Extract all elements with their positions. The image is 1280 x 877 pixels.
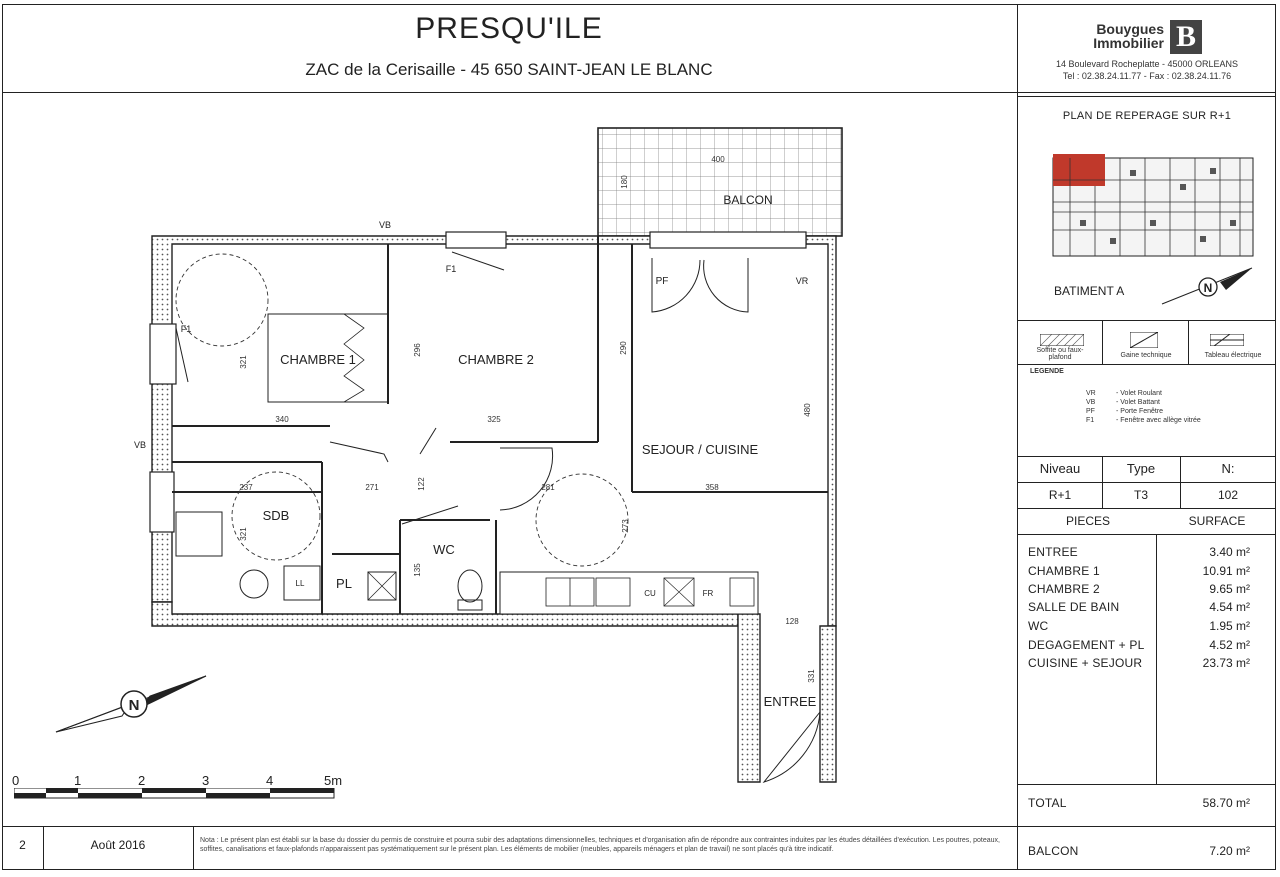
abbrev-code: VB <box>1086 399 1096 406</box>
legend-symbol-3: Tableau électrique <box>1204 352 1262 359</box>
floor-plan <box>0 92 1016 826</box>
abbrev-code: PF <box>1086 408 1095 415</box>
surface-name: CHAMBRE 2 <box>1028 582 1100 596</box>
label-cu: CU <box>644 589 656 598</box>
abbrev-code: VR <box>1086 390 1096 397</box>
legend-sep-1 <box>1102 320 1103 364</box>
dim-deg-h: 122 <box>417 477 426 491</box>
logo-line1: Bouygues <box>1096 21 1164 37</box>
total-label: TOTAL <box>1028 796 1067 810</box>
scale-bar <box>14 788 344 800</box>
surface-value: 10.91 m² <box>1202 564 1250 578</box>
balcon-value: 7.20 m² <box>1209 844 1250 858</box>
tableau-electrique-icon <box>1210 334 1244 346</box>
balcon-area <box>598 128 842 236</box>
wall-entry-right <box>820 626 836 782</box>
legend-abbrev <box>1086 408 1201 417</box>
label-vr: VR <box>795 276 809 286</box>
surface-name: ENTREE <box>1028 545 1078 559</box>
dim-kit-h: 273 <box>621 519 630 533</box>
dim-ent-w: 128 <box>785 617 799 626</box>
dim-sej-w: 358 <box>705 483 719 492</box>
label-pf: PF <box>655 276 669 287</box>
dim-sdb-h: 321 <box>239 527 248 541</box>
abbrev-code: F1 <box>1086 417 1095 424</box>
info-table-top <box>1018 456 1276 457</box>
footer-date: Août 2016 <box>90 838 146 852</box>
surface-name: CUISINE + SEJOUR <box>1028 656 1143 670</box>
dim-ch2-h: 296 <box>413 343 422 357</box>
surface-value: 4.54 m² <box>1209 600 1250 614</box>
toilet-icon <box>458 570 482 602</box>
scale-label: 4 <box>266 773 274 788</box>
label-fr: FR <box>702 589 714 598</box>
abbrev-text: - Volet Roulant <box>1116 390 1162 397</box>
dim-balcon-h: 180 <box>620 175 629 189</box>
label-f1-top: F1 <box>445 264 457 274</box>
scale-label: 5m <box>324 773 343 788</box>
dim-ch2-w: 325 <box>487 415 501 424</box>
locator-north-icon <box>1160 262 1256 310</box>
info-table-mid <box>1018 482 1276 483</box>
surface-name: CHAMBRE 1 <box>1028 564 1100 578</box>
surface-value: 4.52 m² <box>1209 638 1250 652</box>
window-pf <box>650 232 806 248</box>
surface-name: WC <box>1028 619 1049 633</box>
dim-ch1-h: 321 <box>239 355 248 369</box>
logo-address <box>1018 58 1276 82</box>
legend-abbrev <box>1086 417 1201 426</box>
room-entree: ENTREE <box>763 694 817 709</box>
label-f1-left: F1 <box>180 324 192 334</box>
page-subtitle: ZAC de la Cerisaille - 45 650 SAINT-JEAN LE BLANC <box>305 60 713 79</box>
total-value: 58.70 m² <box>1202 796 1250 810</box>
scale-label: 1 <box>74 773 82 788</box>
dim-sej-h2: 480 <box>803 403 812 417</box>
bathtub-icon <box>176 512 222 556</box>
surfaces-header-surface: SURFACE <box>1188 514 1246 528</box>
abbrev-text: - Fenêtre avec allège vitrée <box>1116 417 1201 424</box>
info-header-number: N: <box>1221 461 1235 476</box>
total-line-top <box>1018 784 1276 785</box>
surfaces-header-pieces: PIECES <box>1065 514 1110 528</box>
surface-name: SALLE DE BAIN <box>1028 600 1120 614</box>
label-ll: LL <box>295 579 305 588</box>
dim-ch1-w: 340 <box>275 415 289 424</box>
legend-abbrev <box>1086 390 1201 399</box>
abbrev-text: - Volet Battant <box>1116 399 1160 406</box>
locator-north-label: N <box>1203 281 1213 295</box>
footer-divider <box>2 826 1018 827</box>
room-wc: WC <box>433 542 455 557</box>
label-vb-left: VB <box>133 440 147 450</box>
balcon-label: BALCON <box>1028 844 1079 858</box>
locator-highlight <box>1053 154 1105 186</box>
info-header-type: Type <box>1126 461 1156 476</box>
surface-value: 1.95 m² <box>1209 619 1250 633</box>
info-value-number: 102 <box>1217 488 1239 502</box>
footer-col-divider-2 <box>193 826 194 870</box>
page-title: PRESQU'ILE <box>415 12 603 45</box>
north-label: N <box>128 697 140 714</box>
wall-right <box>806 236 836 626</box>
room-sejour-cuisine: SEJOUR / CUISINE <box>641 442 759 457</box>
info-header-niveau: Niveau <box>1039 461 1081 476</box>
logo-divider <box>1018 92 1276 93</box>
dim-sdb-w: 237 <box>239 483 253 492</box>
washbasin-icon <box>240 570 268 598</box>
soffite-symbol-icon <box>1040 334 1084 346</box>
room-sdb: SDB <box>262 508 290 523</box>
address-line2: Tel : 02.38.24.11.77 - Fax : 02.38.24.11.76 <box>1062 71 1232 81</box>
label-vb-top: VB <box>378 220 392 230</box>
logo <box>1082 22 1164 50</box>
address-line1: 14 Boulevard Rocheplatte - 45000 ORLEANS <box>1055 59 1239 69</box>
locator-plan <box>1050 150 1258 260</box>
surface-value: 9.65 m² <box>1209 582 1250 596</box>
logo-mark: B <box>1170 20 1202 54</box>
surface-name: DEGAGEMENT + PL <box>1028 638 1145 652</box>
legend-symbol-1: Soffite ou faux-plafond <box>1036 347 1084 361</box>
surface-value: 23.73 m² <box>1202 656 1250 670</box>
dim-deg-w2: 281 <box>541 483 555 492</box>
legend-title: LEGENDE <box>1030 368 1064 375</box>
dim-ent-h: 331 <box>807 669 816 683</box>
total-line-bottom <box>1018 826 1276 827</box>
scale-label: 2 <box>138 773 146 788</box>
info-value-type: T3 <box>1133 488 1148 502</box>
info-value-niveau: R+1 <box>1048 488 1072 502</box>
legend-abbrev-list <box>1086 390 1201 426</box>
legend-sep-2 <box>1188 320 1189 364</box>
info-table-bottom <box>1018 508 1276 509</box>
surface-value: 3.40 m² <box>1209 545 1250 559</box>
legend-symbol-2: Gaine technique <box>1120 352 1172 359</box>
abbrev-text: - Porte Fenêtre <box>1116 408 1164 415</box>
page-number: 2 <box>19 838 26 852</box>
wall-entry-left <box>738 614 760 782</box>
dim-wc-h: 135 <box>413 563 422 577</box>
north-arrow-icon <box>56 676 206 732</box>
dim-sej-h: 290 <box>619 341 628 355</box>
dim-deg-w: 271 <box>365 483 379 492</box>
room-chambre2: CHAMBRE 2 <box>458 352 534 367</box>
surfaces-col-line <box>1156 534 1157 784</box>
dim-balcon-w: 400 <box>711 155 725 164</box>
locator-building-label: BATIMENT A <box>1054 284 1125 298</box>
logo-line2: Immobilier <box>1093 35 1164 51</box>
footer-note: Nota : Le présent plan est établi sur la base du dossier du permis de construire et pourra subir des adaptations dimensionnelles, techniques et d'organisation afin de répondre aux contraintes induites par les études détaillées d'exécution. Les poutres, poteaux, soffites, canalisations et faux-plafonds n'apparaissent pas systématiquement sur le présent plan. Les éléments de mobilier (meubles, appareils ménagers et plan de travail) ne sont placés qu'à titre indicatif. <box>200 837 1000 853</box>
room-chambre1: CHAMBRE 1 <box>280 352 356 367</box>
window-f1-top <box>446 232 506 248</box>
balcon-label: BALCON <box>723 193 773 207</box>
scale-label: 3 <box>202 773 210 788</box>
gaine-technique-icon <box>1130 332 1158 348</box>
window-f1-left <box>150 324 176 384</box>
room-pl: PL <box>336 576 352 591</box>
surfaces-header-line <box>1018 534 1276 535</box>
wall-top-left <box>152 236 806 602</box>
scale-label: 0 <box>12 773 20 788</box>
window-vb-left <box>150 472 174 532</box>
locator-title: PLAN DE REPERAGE SUR R+1 <box>1062 110 1232 122</box>
legend-abbrev <box>1086 399 1201 408</box>
